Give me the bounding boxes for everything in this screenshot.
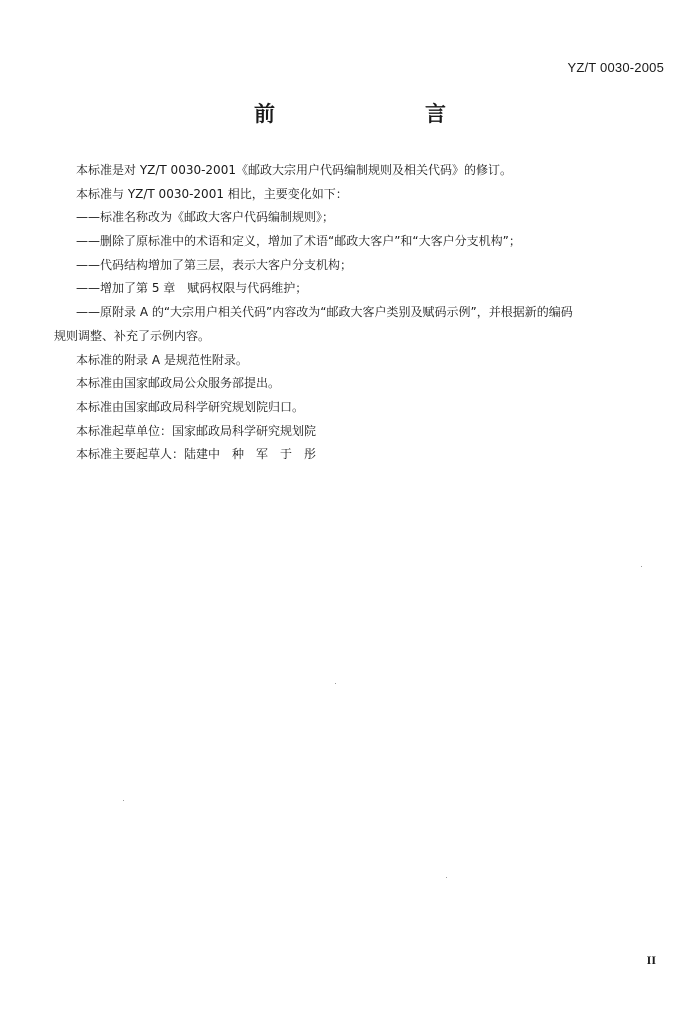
list-item: ——删除了原标准中的术语和定义，增加了术语“邮政大客户”和“大客户分支机构”； <box>76 234 521 249</box>
standard-code: YZ/T 0030-2005 <box>567 60 664 75</box>
paragraph: 本标准与 YZ/T 0030-2001 相比，主要变化如下： <box>76 186 348 201</box>
page-title: 前 言 <box>254 102 482 126</box>
paragraph: 本标准的附录 A 是规范性附录。 <box>76 352 248 367</box>
scan-speck <box>335 683 336 684</box>
list-item: ——代码结构增加了第三层，表示大客户分支机构； <box>76 257 353 272</box>
paragraph: 本标准主要起草人：陆建中 种 军 于 彤 <box>76 447 317 462</box>
page-number: II <box>646 953 656 967</box>
paragraph: 本标准由国家邮政局公众服务部提出。 <box>76 376 281 391</box>
list-item: ——增加了第 5 章 赋码权限与代码维护； <box>76 281 308 296</box>
foreword-body <box>54 160 662 468</box>
scan-speck <box>446 877 447 878</box>
paragraph: 本标准起草单位：国家邮政局科学研究规划院 <box>76 423 317 438</box>
scan-speck <box>641 566 642 567</box>
list-item-continuation: 规则调整、补充了示例内容。 <box>54 328 211 343</box>
list-item: ——标准名称改为《邮政大客户代码编制规则》； <box>76 210 335 225</box>
scan-speck <box>123 800 124 801</box>
paragraph: 本标准是对 YZ/T 0030-2001《邮政大宗用户代码编制规则及相关代码》的修订。 <box>76 163 512 177</box>
list-item: ——原附录 A 的“大宗用户相关代码”内容改为“邮政大客户类别及赋码示例”，并根据新的编码 <box>76 305 573 320</box>
paragraph: 本标准由国家邮政局科学研究规划院归口。 <box>76 399 305 414</box>
